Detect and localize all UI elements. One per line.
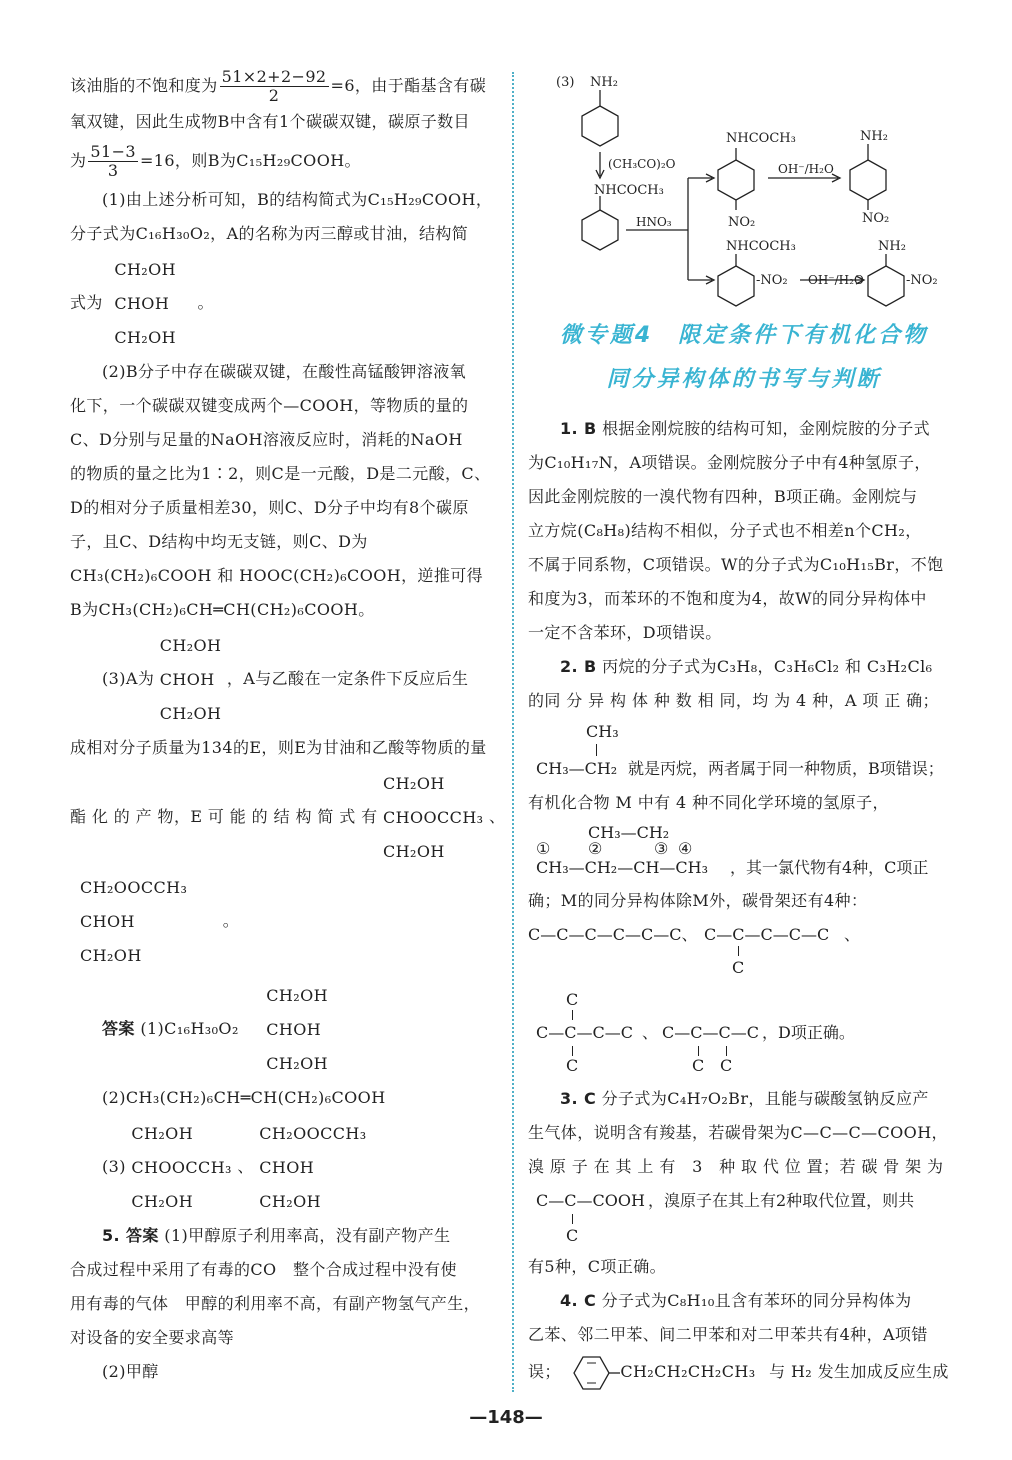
- text: (1)甲醇原子利用率高，没有副产物产生: [164, 1226, 451, 1245]
- text: 为: [70, 151, 87, 170]
- structure-line: CH₂OH: [383, 773, 445, 793]
- structure-line: CH₂OOCCH₃: [80, 877, 188, 897]
- structure-line: CHOH: [159, 669, 215, 689]
- text-line: 有5种，C项正确。: [528, 1257, 667, 1276]
- text-line: [70, 68, 502, 105]
- text-line: [528, 650, 960, 684]
- reaction-scheme: [528, 68, 960, 308]
- text-line: 子，且C、D结构中均无支链，则C、D为: [70, 532, 368, 551]
- carbon-atom: C: [566, 1056, 579, 1075]
- text-line: [70, 1115, 502, 1219]
- acetamide-group: NHCOCH₃: [726, 239, 796, 254]
- benzene-ring: [566, 1355, 620, 1391]
- text: 、: [237, 1157, 254, 1176]
- reagent-label: OH⁻/H₂O: [778, 162, 834, 176]
- text: 、: [642, 1023, 659, 1042]
- text: =6，由于酯基含有碳: [330, 76, 487, 95]
- answer-label: 答案: [102, 1019, 135, 1038]
- ester-structure-1: [131, 1117, 231, 1219]
- ester-structure-2: [80, 871, 187, 973]
- carbon-skeleton-row-1: [528, 918, 960, 982]
- text-line: [70, 139, 502, 183]
- carbon-skeleton: C—C—C—C—C: [704, 925, 830, 944]
- structure-line: CHOH: [266, 1019, 322, 1039]
- text-line: 乙苯、邻二甲苯、间二甲苯和对二甲苯共有4种，A项错: [528, 1325, 928, 1344]
- text: ，其一氯代物有4种，C项正: [730, 858, 929, 877]
- position-number: ④: [678, 839, 693, 858]
- column-divider: [512, 72, 514, 1392]
- denominator: 3: [107, 161, 119, 180]
- amine-group: NH₂: [590, 75, 618, 90]
- reagent-label: HNO₃: [636, 215, 672, 229]
- structure-line: CH₂OH: [131, 1191, 194, 1211]
- nitro-group: -NO₂: [906, 273, 938, 288]
- text: (1)C₁₆H₃₀O₂: [140, 1019, 239, 1038]
- text-line: 成相对分子质量为134的E，则E为甘油和乙酸等物质的量: [70, 738, 487, 757]
- reagent-label: OH⁻/H₂O: [808, 273, 864, 287]
- text: (3)A为: [102, 669, 155, 688]
- structure-line: CH₂OH: [259, 1191, 321, 1211]
- text: 。: [222, 911, 240, 930]
- structure-text: CH₃—CH₂: [536, 759, 618, 778]
- position-number: ③: [654, 839, 669, 858]
- text: 式为: [70, 293, 103, 312]
- structure-line: CHOH: [259, 1157, 315, 1177]
- benzene-ring: [868, 266, 904, 306]
- text: (3): [102, 1157, 126, 1176]
- text-line: [70, 765, 506, 869]
- structure-text: CH₃—CH₂—CH—CH₃: [536, 858, 709, 877]
- text-line: 分子式为C₁₆H₃₀O₂，A的名称为丙三醇或甘油，结构简: [70, 224, 469, 243]
- text-line: 和度为3，而苯环的不饱和度为4，故W的同分异构体中: [528, 589, 927, 608]
- text: 就是丙烷，两者属于同一种物质，B项错误；: [628, 759, 944, 778]
- carbon-atom: C: [720, 1056, 733, 1075]
- text-line: B为CH₃(CH₂)₆CH═CH(CH₂)₆COOH。: [70, 600, 375, 619]
- structure-line: CH₂OH: [266, 985, 328, 1005]
- text: 与 H₂ 发生加成反应生成: [769, 1362, 949, 1381]
- right-column: [528, 68, 960, 1392]
- amine-group: NH₂: [860, 129, 888, 144]
- text-line: [528, 1082, 960, 1116]
- structure-text: CH₃—CH₂: [588, 823, 670, 842]
- glycerol-structure: [266, 979, 328, 1081]
- text-line: 合成过程中采用了有毒的CO 整个合成过程中没有使: [70, 1260, 457, 1279]
- glycerol-structure: [114, 253, 176, 355]
- text-line: 的物质的量之比为1∶2，则C是一元酸，D是二元酸，C、: [70, 464, 491, 483]
- text: 误；: [528, 1362, 561, 1381]
- text-line: 氧双键，因此生成物B中含有1个碳碳双键，碳原子数目: [70, 112, 470, 131]
- denominator: 2: [268, 86, 280, 105]
- text-line: [70, 869, 502, 973]
- structure-line: CH₂OOCCH₃: [259, 1123, 367, 1143]
- text-line: [70, 627, 502, 731]
- structure-line: CH₂OH: [266, 1053, 328, 1073]
- structure-line: CH₂OH: [159, 703, 222, 723]
- reagent-label: (CH₃CO)₂O: [608, 157, 676, 171]
- acetamide-group: NHCOCH₃: [726, 131, 796, 146]
- page-number: —148—: [469, 1407, 543, 1428]
- text-line: [528, 412, 960, 446]
- text: 分子式为C₄H₇O₂Br，且能与碳酸氢钠反应产: [601, 1089, 929, 1108]
- propane-line: [528, 718, 960, 786]
- structure-line: CH₂OH: [383, 841, 445, 861]
- benzene-ring: [718, 266, 754, 306]
- section-title: 同分异构体的书写与判断: [606, 367, 882, 392]
- fraction: [88, 143, 138, 180]
- section-title: 微专题4 限定条件下有机化合物: [559, 323, 929, 348]
- structure-text: CH₃: [586, 722, 619, 741]
- ester-structure-1: [383, 767, 483, 869]
- question-label: 4. C: [560, 1291, 597, 1310]
- glycerol-structure: [160, 629, 222, 731]
- text-line: 一定不含苯环，D项错误。: [528, 623, 722, 642]
- answer-line: [70, 977, 502, 1081]
- structure-line: CH₂OH: [114, 327, 176, 347]
- carbon-atom: C: [566, 1226, 579, 1245]
- amine-group: NH₂: [878, 239, 906, 254]
- text-line: 立方烷(C₈H₈)结构不相似，分子式也不相差n个CH₂，: [528, 521, 922, 540]
- text: ，A与乙酸在一定条件下反应后生: [226, 669, 469, 688]
- text-line: D的相对分子质量相差30，则C、D分子中均有8个碳原: [70, 498, 469, 517]
- text-line: (2)CH₃(CH₂)₆CH═CH(CH₂)₆COOH: [102, 1088, 386, 1107]
- acetamide-group: NHCOCH₃: [594, 183, 664, 198]
- acid-skeleton-line: [528, 1184, 960, 1250]
- question-label: 2. B: [560, 657, 597, 676]
- text-line: 溴 原 子 在 其 上 有 3 种 取 代 位 置；若 碳 骨 架 为: [528, 1157, 944, 1176]
- nitro-group: -NO₂: [756, 273, 788, 288]
- text-line: 为C₁₀H₁₇N，A项错误。金刚烷胺分子中有4种氢原子，: [528, 453, 931, 472]
- carbon-skeleton: C—C—C—C: [536, 1023, 633, 1042]
- benzene-ring: [718, 160, 754, 200]
- text-line: (2)B分子中存在碳碳双键，在酸性高锰酸钾溶液氧: [102, 362, 467, 381]
- structure-line: CH₂OH: [159, 635, 222, 655]
- text-line: 的同 分 异 构 体 种 数 相 同，均 为 4 种，A 项 正 确；: [528, 691, 939, 710]
- numerator: 51−3: [90, 142, 136, 161]
- nitro-group: NO₂: [862, 211, 890, 226]
- text-line: 化下，一个碳碳双键变成两个—COOH，等物质的量的: [70, 396, 469, 415]
- text: 该油脂的不饱和度为: [70, 76, 218, 95]
- text: 。: [197, 293, 214, 312]
- carbon-atom: C: [692, 1056, 705, 1075]
- text: 根据金刚烷胺的结构可知，金刚烷胺的分子式: [602, 419, 931, 438]
- text-line: C、D分别与足量的NaOH溶液反应时，消耗的NaOH: [70, 430, 463, 449]
- text-line: [70, 251, 502, 355]
- text-line: CH₃(CH₂)₆COOH 和 HOOC(CH₂)₆COOH，逆推可得: [70, 566, 484, 585]
- question-label: 3. C: [560, 1089, 597, 1108]
- text-line: [528, 1352, 960, 1392]
- carbon-skeleton: C—C—C—C—C—C、: [528, 925, 698, 944]
- numerator: 51×2+2−92: [221, 67, 327, 86]
- carbon-skeleton-row-2: [528, 986, 960, 1082]
- structure-line: CHOH: [114, 293, 170, 313]
- text-line: [528, 1284, 960, 1318]
- carbon-atom: C: [732, 958, 745, 977]
- text: 丙烷的分子式为C₃H₈，C₃H₆Cl₂ 和 C₃H₂Cl₆: [602, 657, 933, 676]
- text: 、: [489, 807, 506, 826]
- text: 分子式为C₈H₁₀且含有苯环的同分异构体为: [601, 1291, 912, 1310]
- text: =16，则B为C₁₅H₂₉COOH。: [139, 151, 361, 170]
- text-line: [70, 1219, 502, 1253]
- fraction: [220, 68, 329, 105]
- structure-line: CH₂OH: [131, 1123, 194, 1143]
- text: ，溴原子在其上有2种取代位置，则共: [648, 1191, 915, 1210]
- benzene-ring: [582, 210, 618, 250]
- question-label: 1. B: [560, 419, 597, 438]
- text-line: 生气体，说明含有羧基，若碳骨架为C—C—C—COOH，: [528, 1123, 948, 1142]
- structure-line: CHOH: [80, 911, 135, 931]
- left-column: [70, 67, 506, 1389]
- compound-m-line: [528, 820, 960, 884]
- text-line: 因此金刚烷胺的一溴代物有四种，B项正确。金刚烷与: [528, 487, 918, 506]
- text-line: 不属于同系物，C项错误。W的分子式为C₁₀H₁₅Br，不饱: [528, 555, 944, 574]
- ester-structure-2: [259, 1117, 366, 1219]
- carbon-skeleton: C—C—C—C: [662, 1023, 759, 1042]
- nitro-group: NO₂: [728, 215, 756, 230]
- question-label: 5. 答案: [102, 1226, 159, 1245]
- structure-text: CH₂CH₂CH₂CH₃: [620, 1362, 756, 1381]
- text: 酯 化 的 产 物，E 可 能 的 结 构 简 式 有: [70, 807, 378, 826]
- position-number: ①: [536, 839, 551, 858]
- structure-line: CHOOCCH₃: [383, 807, 484, 827]
- carbon-atom: C: [566, 990, 579, 1009]
- text-line: (1)由上述分析可知，B的结构简式为C₁₅H₂₉COOH，: [102, 190, 493, 209]
- text-line: 对设备的安全要求高等: [70, 1328, 235, 1347]
- benzene-ring: [850, 160, 886, 200]
- carbon-skeleton: C—C—COOH: [536, 1191, 645, 1210]
- text: ，D项正确。: [762, 1023, 855, 1042]
- benzene-ring: [582, 106, 618, 146]
- text: 、: [844, 925, 861, 944]
- text-line: 确；M的同分异构体除M外，碳骨架还有4种：: [528, 891, 868, 910]
- structure-line: CHOOCCH₃: [131, 1157, 232, 1177]
- position-number: ②: [588, 839, 603, 858]
- text-line: (2)甲醇: [102, 1362, 159, 1381]
- text-line: 有机化合物 M 中有 4 种不同化学环境的氢原子，: [528, 793, 889, 812]
- scheme-label: (3): [556, 75, 575, 90]
- text-line: 用有毒的气体 甲醇的利用率不高，有副产物氢气产生，: [70, 1294, 481, 1313]
- structure-line: CH₂OH: [114, 259, 176, 279]
- structure-line: CH₂OH: [80, 945, 142, 965]
